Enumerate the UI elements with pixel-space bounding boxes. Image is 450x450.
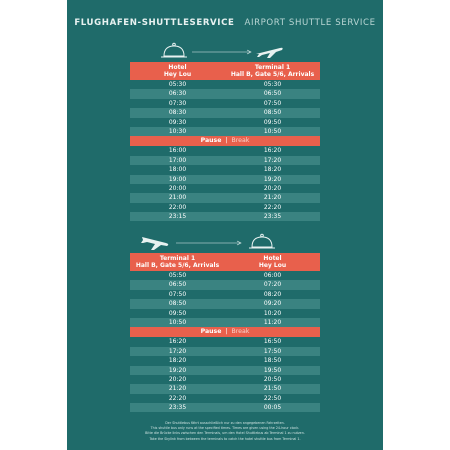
arrival-time: 20:20 xyxy=(263,184,282,192)
table-row xyxy=(130,108,320,117)
table-row xyxy=(130,299,320,308)
arrival-time: 18:20 xyxy=(263,166,282,174)
departure-time: 22:00 xyxy=(168,203,187,211)
title-english: AIRPORT SHUTTLE SERVICE xyxy=(244,18,376,28)
arrival-time: 06:00 xyxy=(263,272,282,279)
arrival-time: 18:50 xyxy=(263,357,282,365)
departure-time: 21:00 xyxy=(168,194,187,202)
arrival-time: 05:30 xyxy=(263,81,282,88)
hotel-bell-icon xyxy=(249,234,275,248)
departure-time: 09:50 xyxy=(168,309,187,317)
departure-time: 09:30 xyxy=(168,118,187,126)
arrival-time: 16:20 xyxy=(263,147,282,155)
departure-time: 22:20 xyxy=(168,394,187,402)
departure-time: 05:30 xyxy=(168,81,187,88)
header-to: Terminal 1 Hall B, Gate 5/6, Arrivals xyxy=(230,64,315,78)
table-row xyxy=(130,403,320,412)
arrival-time: 00:05 xyxy=(263,404,282,412)
departure-time: 08:50 xyxy=(168,300,187,308)
route-icons-to-hotel xyxy=(130,229,320,253)
departure-time: 08:30 xyxy=(168,109,187,117)
table-row xyxy=(130,165,320,174)
schedule-to-hotel xyxy=(130,253,320,412)
departure-time: 19:00 xyxy=(168,175,187,183)
arrival-time: 06:50 xyxy=(263,90,282,98)
table-row xyxy=(130,203,320,212)
arrival-time: 17:50 xyxy=(263,347,282,355)
table-row xyxy=(130,318,320,327)
departure-time: 20:00 xyxy=(168,184,187,192)
arrival-time: 10:50 xyxy=(263,127,282,135)
arrival-time: 22:50 xyxy=(263,394,282,402)
header-to: Hotel Hey Lou xyxy=(258,255,287,269)
table-row xyxy=(130,280,320,289)
airplane-icon xyxy=(256,48,283,58)
arrival-time: 19:20 xyxy=(263,175,282,183)
departure-time: 05:50 xyxy=(168,272,187,279)
arrival-time: 16:50 xyxy=(263,338,282,346)
pause-bar: Pause | Break xyxy=(130,327,320,337)
table-row xyxy=(130,156,320,165)
departure-time: 23:15 xyxy=(168,213,187,221)
table-header xyxy=(130,253,320,271)
arrival-time: 21:50 xyxy=(263,385,282,393)
table-row xyxy=(130,184,320,193)
schedule-to-airport xyxy=(130,62,320,221)
departure-time: 16:00 xyxy=(168,147,187,155)
departure-time: 23:35 xyxy=(168,404,187,412)
header-from: Terminal 1 Hall B, Gate 5/6, Arrivals xyxy=(135,255,220,269)
table-row xyxy=(130,118,320,127)
table-row xyxy=(130,80,320,89)
table-row xyxy=(130,290,320,299)
departure-time: 10:30 xyxy=(168,127,187,135)
departure-time: 19:20 xyxy=(168,366,187,374)
route-icons-to-airport xyxy=(130,38,320,62)
departure-time: 16:20 xyxy=(168,338,187,346)
departure-time: 06:30 xyxy=(168,90,187,98)
table-row xyxy=(130,175,320,184)
page-title xyxy=(67,18,383,28)
table-row xyxy=(130,146,320,155)
arrow-line xyxy=(176,241,241,245)
arrival-time: 22:20 xyxy=(263,203,282,211)
table-row xyxy=(130,375,320,384)
table-row xyxy=(130,309,320,318)
header-from: Hotel Hey Lou xyxy=(163,64,192,78)
arrival-time: 17:20 xyxy=(263,156,282,164)
arrival-time: 21:20 xyxy=(263,194,282,202)
departure-time: 07:30 xyxy=(168,99,187,107)
departure-time: 10:50 xyxy=(168,318,187,326)
table-row xyxy=(130,366,320,375)
pause-bar: Pause | Break xyxy=(130,136,320,146)
departure-time: 17:00 xyxy=(168,156,187,164)
arrival-time: 19:50 xyxy=(263,366,282,374)
arrow-line xyxy=(192,50,251,54)
table-row xyxy=(130,127,320,136)
arrival-time: 07:20 xyxy=(263,281,282,289)
table-row xyxy=(130,89,320,98)
departure-time: 18:00 xyxy=(168,166,187,174)
table-row xyxy=(130,356,320,365)
table-row xyxy=(130,337,320,346)
departure-time: 21:20 xyxy=(168,385,187,393)
arrival-time: 07:50 xyxy=(263,99,282,107)
arrival-time: 11:20 xyxy=(263,318,282,326)
departure-time: 06:50 xyxy=(168,281,187,289)
departure-time: 18:20 xyxy=(168,357,187,365)
table-row xyxy=(130,384,320,393)
table-row xyxy=(130,99,320,108)
arrival-time: 20:50 xyxy=(263,375,282,383)
arrival-time: 08:50 xyxy=(263,109,282,117)
table-row xyxy=(130,212,320,221)
departure-time: 07:50 xyxy=(168,290,187,298)
hotel-bell-icon xyxy=(161,43,187,57)
arrival-time: 08:20 xyxy=(263,290,282,298)
table-row xyxy=(130,394,320,403)
title-german: FLUGHAFEN-SHUTTLESERVICE xyxy=(74,18,235,28)
departure-time: 17:20 xyxy=(168,347,187,355)
arrival-time: 09:20 xyxy=(263,300,282,308)
table-row xyxy=(130,271,320,280)
airplane-icon xyxy=(141,237,168,250)
table-row xyxy=(130,193,320,202)
arrival-time: 10:20 xyxy=(263,309,282,317)
departure-time: 20:20 xyxy=(168,375,187,383)
table-header xyxy=(130,62,320,80)
table-row xyxy=(130,347,320,356)
footer-notes: Der Shuttlebus fährt ausschließlich nur zu den angegebenen Fahrzeiten. This shuttle bus only runs at the specified times. Times are given using the 24-hour clock. Bitte die Brücke links zwischen den Terminals, um den Hotel Shuttlebus ab Terminal 1 zu nutzen. Take the Skylink from between the terminals to catch the hotel shuttle bus from Terminal 1. xyxy=(145,421,305,441)
arrival-time: 09:50 xyxy=(263,118,282,126)
shuttle-poster xyxy=(67,0,383,450)
arrival-time: 23:35 xyxy=(263,213,282,221)
